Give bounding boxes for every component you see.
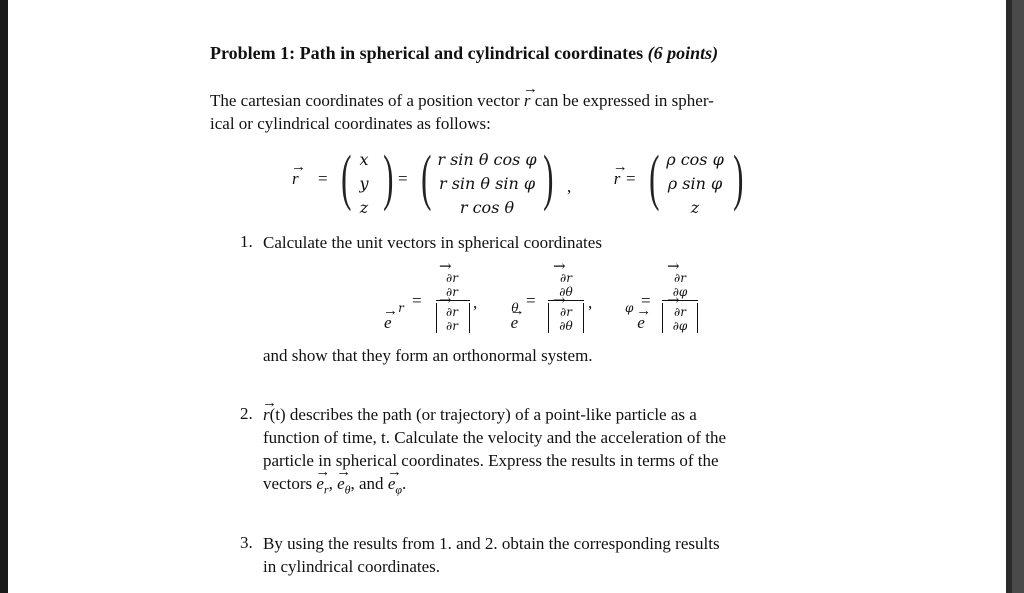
e-r-num-bottom: ∂r xyxy=(446,285,458,299)
item-2-number: 2. xyxy=(240,404,253,423)
e-theta-den-top: → ∂r xyxy=(554,306,578,319)
item-1-text: Calculate the unit vectors in spherical coordinates xyxy=(263,233,602,252)
paren-right-3: ) xyxy=(733,144,744,212)
item-2-e-r: → e xyxy=(316,473,324,495)
item-2-line-2: function of time, t. Calculate the velocity and the acceleration of the xyxy=(263,428,727,447)
cylindrical-column: ρ cos φ ρ sin φ z xyxy=(666,150,724,217)
e-theta-num-bottom: ∂θ xyxy=(559,285,573,299)
e-r-den-bottom: ∂r xyxy=(446,319,458,333)
item-1-number: 1. xyxy=(240,232,253,251)
window-frame-right xyxy=(1006,0,1024,593)
e-r-sub: r xyxy=(398,301,404,315)
eq-vec-r-2: → r xyxy=(614,168,621,190)
e-theta-abs-right xyxy=(583,303,584,333)
e-phi-den-top: → ∂r xyxy=(668,306,692,319)
item-2-e-phi: → e xyxy=(388,473,396,495)
spherical-column: r sin θ cos φ r sin θ sin φ r cos θ xyxy=(437,150,537,217)
e-r-abs-right xyxy=(469,303,470,333)
paren-left-2: ( xyxy=(421,144,432,212)
intro-line-1: The cartesian coordinates of a position vector → r can be expressed in spher- xyxy=(210,90,714,112)
e-phi-den-bottom: ∂φ xyxy=(672,319,688,333)
paren-left-1: ( xyxy=(341,144,352,212)
e-phi-equals: = xyxy=(641,291,651,310)
paren-right-1: ) xyxy=(383,144,394,212)
e-theta-abs-left xyxy=(548,303,549,333)
e-theta-sub: θ xyxy=(511,301,519,315)
document-page xyxy=(8,0,1006,593)
e-r-comma: , xyxy=(473,293,478,312)
e-phi-symbol: → e xyxy=(637,312,645,334)
e-theta-equals: = xyxy=(526,291,536,310)
position-vector: → r xyxy=(524,90,531,112)
intro-line-2: ical or cylindrical coordinates as follows: xyxy=(210,114,491,133)
e-phi-num-bottom: ∂φ xyxy=(672,285,688,299)
item-3-number: 3. xyxy=(240,533,253,552)
item-2-line-1: → r(t) describes the path (or trajectory) of a point-like particle as a xyxy=(263,404,697,426)
e-r-equals: = xyxy=(412,291,422,310)
e-phi-num-top: → ∂r xyxy=(668,272,692,285)
item-2-line-3: particle in spherical coordinates. Express the results in terms of the xyxy=(263,451,719,470)
e-theta-den-bottom: ∂θ xyxy=(559,319,573,333)
e-phi-sub: φ xyxy=(625,301,634,315)
eq-vec-r-1: → r xyxy=(292,168,299,190)
eq-equals-3: = xyxy=(626,169,636,188)
problem-points: (6 points) xyxy=(647,43,719,63)
window-frame-left xyxy=(0,0,8,593)
eq-comma: , xyxy=(567,177,572,196)
item-1-followup: and show that they form an orthonormal system. xyxy=(263,346,593,365)
eq-equals-2: = xyxy=(398,169,408,188)
e-r-num-top: → ∂r xyxy=(440,272,464,285)
e-theta-comma: , xyxy=(588,293,593,312)
cartesian-column: x y z xyxy=(359,150,369,217)
e-theta-symbol: → e xyxy=(511,312,519,334)
e-phi-abs-left xyxy=(662,303,663,333)
paren-right-2: ) xyxy=(543,144,554,212)
paren-left-3: ( xyxy=(649,144,660,212)
item-2-vector: → r xyxy=(263,404,270,426)
e-r-abs-left xyxy=(436,303,437,333)
item-3-line-2: in cylindrical coordinates. xyxy=(263,557,441,576)
item-2-line-4: vectors → $e_r$, → $e_\theta$, and → $e_\varphi$. xyxy=(263,473,406,500)
eq-equals-1: = xyxy=(318,169,328,188)
problem-title: Problem 1: Path in spherical and cylindrical coordinates (6 points) xyxy=(210,43,719,63)
item-2-e-theta: → e xyxy=(337,473,345,495)
e-theta-num-top: → ∂r xyxy=(554,272,578,285)
e-r-den-top: → ∂r xyxy=(440,306,464,319)
e-phi-abs-right xyxy=(697,303,698,333)
e-r-symbol: → e xyxy=(384,312,392,334)
item-3-line-1: By using the results from 1. and 2. obtain the corresponding results xyxy=(263,534,720,553)
